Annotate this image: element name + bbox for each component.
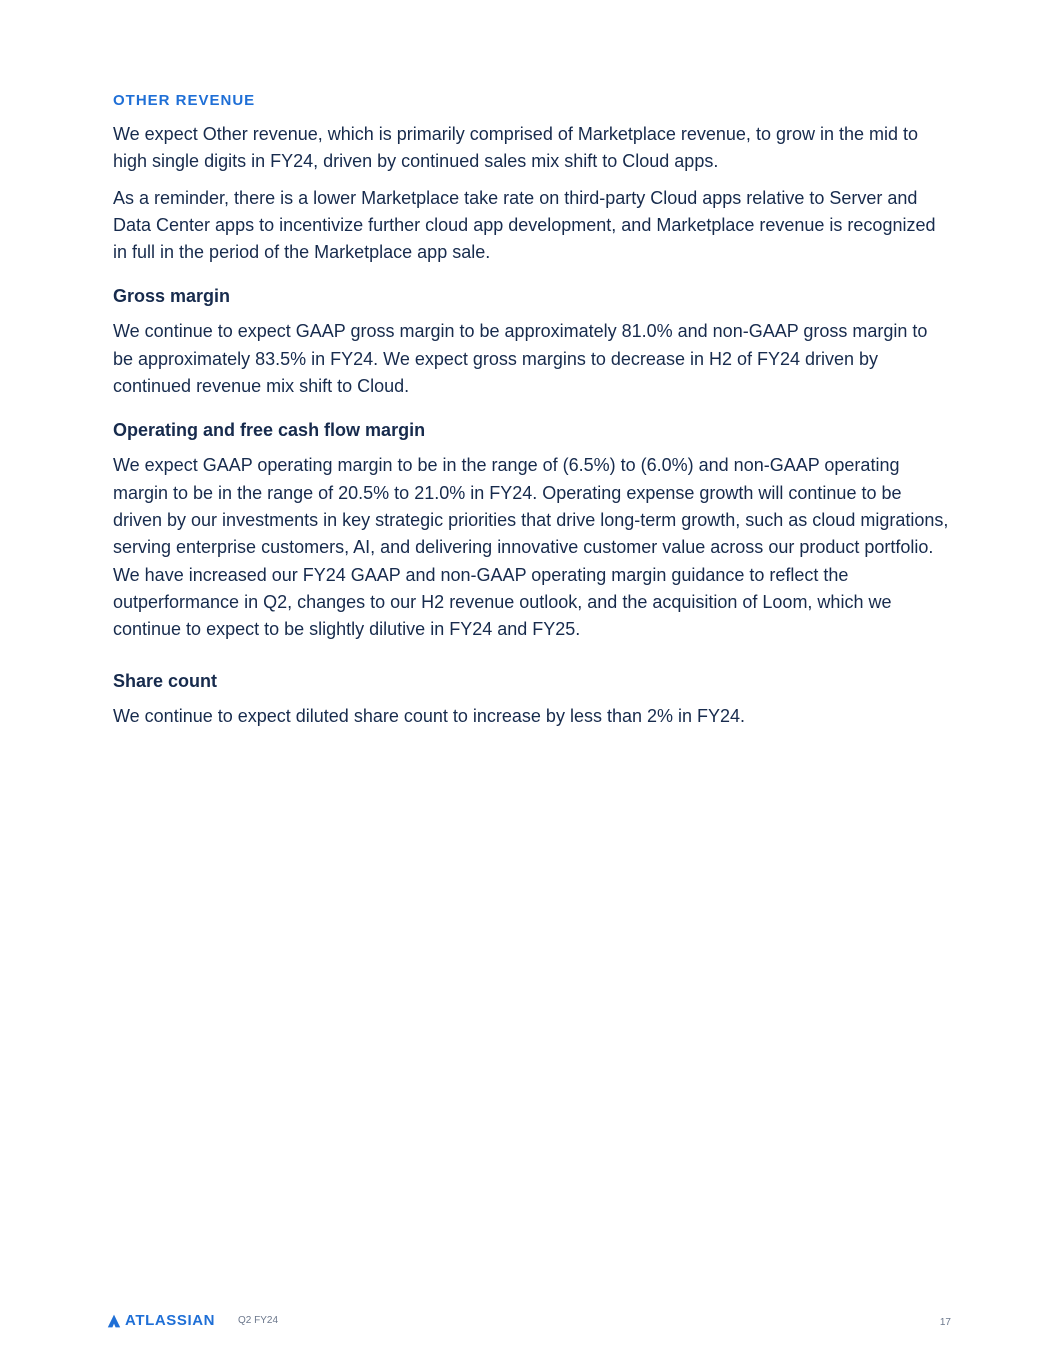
page-footer [107, 1312, 951, 1332]
other-revenue-paragraph-2: As a reminder, there is a lower Marketplace take rate on third-party Cloud apps relative to Server and Data Center apps to incentivize further cloud app development, and Marketplace revenue is recognized in full in the period of the Marketplace app sale. [113, 187, 936, 263]
atlassian-logo [107, 1312, 215, 1330]
heading-share-count: Share count [113, 671, 218, 692]
document-body [113, 90, 951, 740]
section-label-other-revenue: OTHER REVENUE [113, 92, 256, 109]
share-count-paragraph: We continue to expect diluted share count to increase by less than 2% in FY24. [113, 706, 746, 727]
brand-name: ATLASSIAN [125, 1312, 216, 1329]
page-number: 17 [939, 1317, 951, 1328]
report-period: Q2 FY24 [238, 1315, 279, 1326]
gross-margin-paragraph: We continue to expect GAAP gross margin to be approximately 81.0% and non-GAAP gross margin to be approximately 83.5% in FY24. We expect gross margins to decrease in H2 of FY24 driven by continued revenue mix shift to Cloud. [113, 321, 928, 397]
heading-gross-margin: Gross margin [113, 286, 231, 307]
heading-operating-margin: Operating and free cash flow margin [113, 420, 426, 441]
atlassian-mark-icon [107, 1314, 121, 1328]
other-revenue-paragraph-1: We expect Other revenue, which is primarily comprised of Marketplace revenue, to grow in the mid to high single digits in FY24, driven by continued sales mix shift to Cloud apps. [113, 124, 919, 172]
operating-margin-paragraph: We expect GAAP operating margin to be in the range of (6.5%) to (6.0%) and non-GAAP operating margin to be in the range of 20.5% to 21.0% in FY24. Operating expense growth will continue to be driven by our investments in key strategic priorities that drive long-term growth, such as cloud migrations, serving enterprise customers, AI, and delivering innovative customer value across our product portfolio. We have increased our FY24 GAAP and non-GAAP operating margin guidance to reflect the outperformance in Q2, changes to our H2 revenue outlook, and the acquisition of Loom, which we continue to expect to be slightly dilutive in FY24 and FY25. [113, 455, 949, 640]
